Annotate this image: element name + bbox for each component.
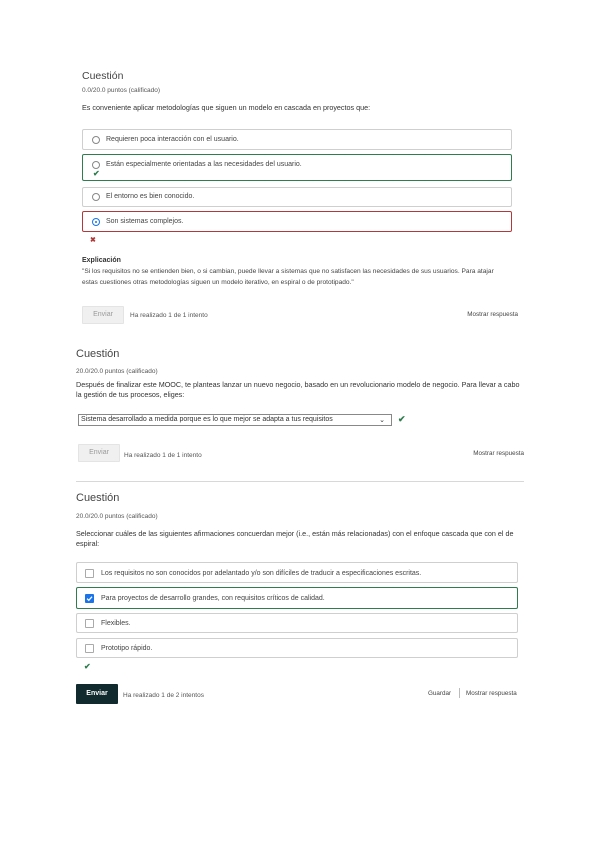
question-title: Cuestión	[82, 70, 124, 82]
save-link[interactable]: Guardar	[428, 690, 452, 697]
section-divider	[76, 481, 524, 482]
cross-icon: ✖	[90, 237, 96, 244]
question-title: Cuestión	[76, 492, 120, 504]
chevron-down-icon: ⌄	[379, 417, 385, 424]
submit-button[interactable]: Enviar	[82, 306, 124, 324]
dropdown-selected-value: Sistema desarrollado a medida porque es lo que mejor se adapta a tus requisitos	[81, 416, 333, 423]
submit-button[interactable]: Enviar	[76, 684, 118, 704]
radio-button[interactable]	[92, 193, 100, 201]
option-2[interactable]	[82, 154, 512, 181]
option-label: El entorno es bien conocido.	[106, 193, 195, 200]
checkbox[interactable]	[85, 619, 94, 628]
submit-button[interactable]: Enviar	[78, 444, 120, 462]
option-2[interactable]	[76, 587, 518, 609]
answer-dropdown[interactable]	[78, 414, 392, 426]
option-1[interactable]	[82, 129, 512, 150]
checkbox[interactable]	[85, 569, 94, 578]
question-1	[82, 70, 518, 330]
show-answer-link[interactable]: Mostrar respuesta	[466, 690, 517, 697]
explanation-text: "Si los requisitos no se entienden bien, o si cambian, puede llevar a sistemas que no satisfacen las necesidades de sus usuarios. Para atajar estas cuestiones otras metodologías siguen un modelo iterativo, en espiral o de prototipado."	[82, 268, 494, 286]
check-icon	[86, 595, 93, 602]
radio-button[interactable]	[92, 161, 100, 169]
option-label: Flexibles.	[101, 620, 131, 627]
explanation-heading: Explicación	[82, 257, 121, 264]
show-answer-link[interactable]: Mostrar respuesta	[473, 450, 524, 457]
checkmark-icon: ✔	[84, 662, 91, 671]
question-2	[76, 348, 524, 468]
option-label: Prototipo rápido.	[101, 645, 153, 652]
show-answer-link[interactable]: Mostrar respuesta	[467, 311, 518, 318]
radio-button-selected[interactable]	[92, 218, 100, 226]
option-1[interactable]	[76, 562, 518, 583]
question-prompt: Seleccionar cuáles de las siguientes afirmaciones concuerdan mejor (i.e., están más relacionadas) con el enfoque cascada que con el de espiral:	[76, 529, 514, 548]
attempts-text: Ha realizado 1 de 2 intentos	[123, 692, 204, 699]
question-points: 0.0/20.0 puntos (calificado)	[82, 87, 161, 94]
attempts-text: Ha realizado 1 de 1 intento	[130, 312, 208, 319]
option-4[interactable]	[76, 638, 518, 658]
option-3[interactable]	[76, 613, 518, 633]
checkbox-checked[interactable]	[85, 594, 94, 603]
question-points: 20.0/20.0 puntos (calificado)	[76, 368, 158, 375]
question-title: Cuestión	[76, 348, 120, 360]
link-separator	[459, 688, 460, 698]
option-label: Son sistemas complejos.	[106, 218, 184, 225]
question-3	[76, 492, 524, 712]
option-label: Los requisitos no son conocidos por adelantado y/o son difíciles de traducir a especificaciones escritas.	[101, 570, 422, 577]
option-label: Están especialmente orientadas a las necesidades del usuario.	[106, 161, 302, 168]
question-points: 20.0/20.0 puntos (calificado)	[76, 513, 158, 520]
option-label: Para proyectos de desarrollo grandes, con requisitos críticos de calidad.	[101, 595, 325, 602]
option-3[interactable]	[82, 187, 512, 207]
attempts-text: Ha realizado 1 de 1 intento	[124, 452, 202, 459]
question-prompt: Después de finalizar este MOOC, te planteas lanzar un nuevo negocio, basado en un revolucionario modelo de negocio. Para llevar a cabo la gestión de tus procesos, eliges:	[76, 380, 520, 399]
checkmark-icon: ✔	[93, 169, 100, 178]
question-prompt: Es conveniente aplicar metodologías que siguen un modelo en cascada en proyectos que:	[82, 103, 371, 112]
checkmark-icon: ✔	[398, 414, 406, 424]
option-4[interactable]	[82, 211, 512, 232]
option-label: Requieren poca interacción con el usuario.	[106, 136, 239, 143]
checkbox[interactable]	[85, 644, 94, 653]
radio-button[interactable]	[92, 136, 100, 144]
